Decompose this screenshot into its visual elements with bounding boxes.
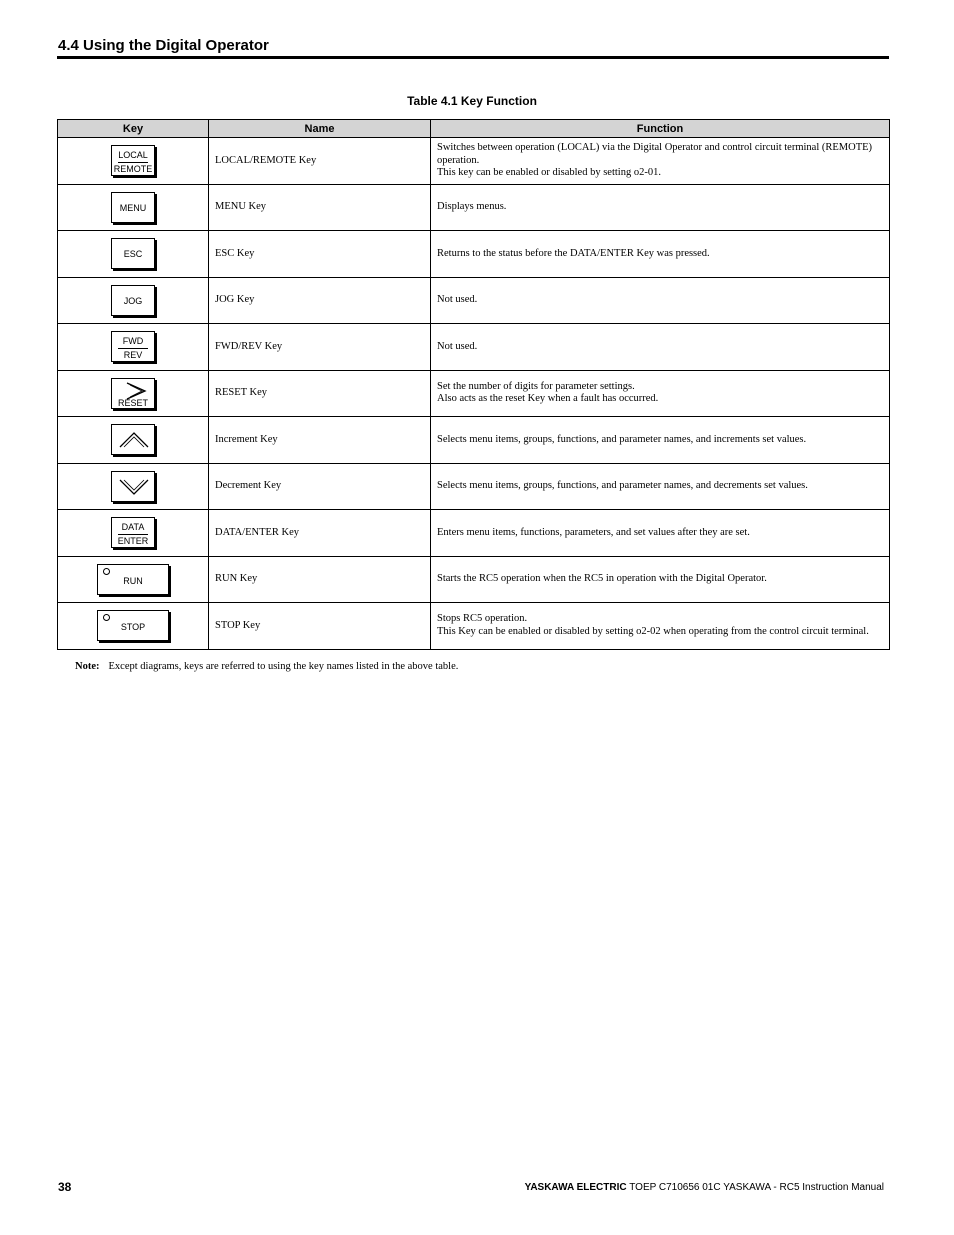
function-text: Also acts as the reset Key when a fault has occurred. bbox=[437, 393, 659, 405]
menu-key-icon bbox=[111, 192, 155, 223]
function-text: Selects menu items, groups, functions, and parameter names, and decrements set values. bbox=[437, 480, 808, 491]
fwd-rev-key-icon bbox=[111, 331, 155, 362]
name-cell: RUN Key bbox=[209, 556, 431, 603]
esc-key-icon bbox=[111, 238, 155, 269]
led-indicator-icon bbox=[103, 614, 110, 621]
key-function-table bbox=[57, 119, 890, 650]
key-cell bbox=[58, 556, 209, 603]
function-text: Starts the RC5 operation when the RC5 in operation with the Digital Operator. bbox=[437, 573, 767, 584]
key-label-top: LOCAL bbox=[118, 150, 148, 161]
local-remote-key-icon bbox=[111, 145, 155, 176]
column-header-key: Key bbox=[58, 120, 209, 138]
function-cell bbox=[431, 556, 890, 603]
increment-key-icon bbox=[111, 424, 155, 455]
name-cell: RESET Key bbox=[209, 370, 431, 417]
function-text: Stops RC5 operation. bbox=[437, 613, 528, 625]
key-cell bbox=[58, 184, 209, 231]
key-label: STOP bbox=[120, 622, 146, 633]
key-label-bottom: ENTER bbox=[117, 536, 149, 547]
function-text: Selects menu items, groups, functions, and parameter names, and increments set values. bbox=[437, 433, 807, 445]
function-text: Displays menus. bbox=[437, 201, 507, 212]
function-cell bbox=[431, 417, 890, 464]
up-arrow-icon bbox=[112, 425, 156, 456]
table-row bbox=[58, 510, 890, 557]
stop-key-icon bbox=[97, 610, 169, 641]
name-cell: Decrement Key bbox=[209, 463, 431, 510]
footer-document: TOEP C710656 01C YASKAWA - RC5 Instruction Manual bbox=[629, 1182, 884, 1193]
key-label: RESET bbox=[117, 397, 148, 408]
key-divider bbox=[118, 162, 148, 163]
name-cell: Increment Key bbox=[209, 417, 431, 464]
footer bbox=[525, 1182, 884, 1193]
column-header-name: Name bbox=[209, 120, 431, 138]
function-cell bbox=[431, 277, 890, 324]
table-note bbox=[75, 661, 458, 672]
key-cell bbox=[58, 231, 209, 278]
reset-key-icon bbox=[111, 378, 155, 409]
key-cell bbox=[58, 603, 209, 650]
name-cell: LOCAL/REMOTE Key bbox=[209, 138, 431, 185]
key-label: ESC bbox=[123, 249, 143, 260]
table-row bbox=[58, 556, 890, 603]
table-row bbox=[58, 277, 890, 324]
key-label-bottom: REMOTE bbox=[113, 164, 153, 175]
function-cell bbox=[431, 184, 890, 231]
key-cell bbox=[58, 324, 209, 371]
key-label-top: DATA bbox=[121, 522, 145, 533]
down-arrow-icon bbox=[112, 472, 156, 503]
function-text: Set the number of digits for parameter settings. bbox=[437, 380, 635, 392]
section-rule bbox=[57, 56, 889, 59]
table-row bbox=[58, 370, 890, 417]
function-text: Switches between operation (LOCAL) via the Digital Operator and control circuit terminal (REMOTE) operation. bbox=[437, 142, 873, 166]
table-row bbox=[58, 138, 890, 185]
key-label: MENU bbox=[119, 202, 147, 213]
key-cell bbox=[58, 417, 209, 464]
section-title: 4.4 Using the Digital Operator bbox=[58, 37, 269, 54]
led-indicator-icon bbox=[103, 568, 110, 575]
note-label: Note: bbox=[75, 661, 100, 672]
function-cell bbox=[431, 324, 890, 371]
function-cell bbox=[431, 603, 890, 650]
table-row bbox=[58, 463, 890, 510]
decrement-key-icon bbox=[111, 471, 155, 502]
function-cell bbox=[431, 510, 890, 557]
key-label: RUN bbox=[123, 575, 143, 586]
table-row bbox=[58, 603, 890, 650]
key-cell bbox=[58, 463, 209, 510]
footer-brand: YASKAWA ELECTRIC bbox=[524, 1182, 627, 1193]
name-cell: STOP Key bbox=[209, 603, 431, 650]
column-header-function: Function bbox=[431, 120, 890, 138]
key-label-bottom: REV bbox=[123, 350, 143, 361]
key-cell bbox=[58, 370, 209, 417]
name-cell: MENU Key bbox=[209, 184, 431, 231]
page-number: 38 bbox=[58, 1180, 72, 1194]
table-row bbox=[58, 184, 890, 231]
key-divider bbox=[118, 348, 148, 349]
name-cell: JOG Key bbox=[209, 277, 431, 324]
function-cell bbox=[431, 463, 890, 510]
function-cell bbox=[431, 231, 890, 278]
key-label: JOG bbox=[123, 295, 143, 306]
key-cell bbox=[58, 277, 209, 324]
key-cell bbox=[58, 510, 209, 557]
table-row bbox=[58, 417, 890, 464]
table-caption: Table 4.1 Key Function bbox=[407, 94, 537, 108]
function-text: Enters menu items, functions, parameters, and set values after they are set. bbox=[437, 526, 750, 538]
function-text: This Key can be enabled or disabled by setting o2-02 when operating from the control circuit terminal. bbox=[437, 625, 869, 637]
table-row bbox=[58, 231, 890, 278]
key-cell bbox=[58, 138, 209, 185]
jog-key-icon bbox=[111, 285, 155, 316]
function-cell bbox=[431, 370, 890, 417]
name-cell: DATA/ENTER Key bbox=[209, 510, 431, 557]
table-header-row bbox=[58, 120, 890, 138]
key-label-top: FWD bbox=[122, 336, 144, 347]
function-cell bbox=[431, 138, 890, 185]
function-text: Returns to the status before the DATA/ENTER Key was pressed. bbox=[437, 247, 710, 259]
table-row bbox=[58, 324, 890, 371]
function-text: This key can be enabled or disabled by setting o2-01. bbox=[437, 167, 661, 178]
data-enter-key-icon bbox=[111, 517, 155, 548]
key-divider bbox=[118, 534, 148, 535]
note-text: Except diagrams, keys are referred to using the key names listed in the above table. bbox=[108, 661, 459, 672]
function-text: Not used. bbox=[437, 340, 478, 352]
name-cell: FWD/REV Key bbox=[209, 324, 431, 371]
function-text: Not used. bbox=[437, 294, 478, 305]
run-key-icon bbox=[97, 564, 169, 595]
name-cell: ESC Key bbox=[209, 231, 431, 278]
